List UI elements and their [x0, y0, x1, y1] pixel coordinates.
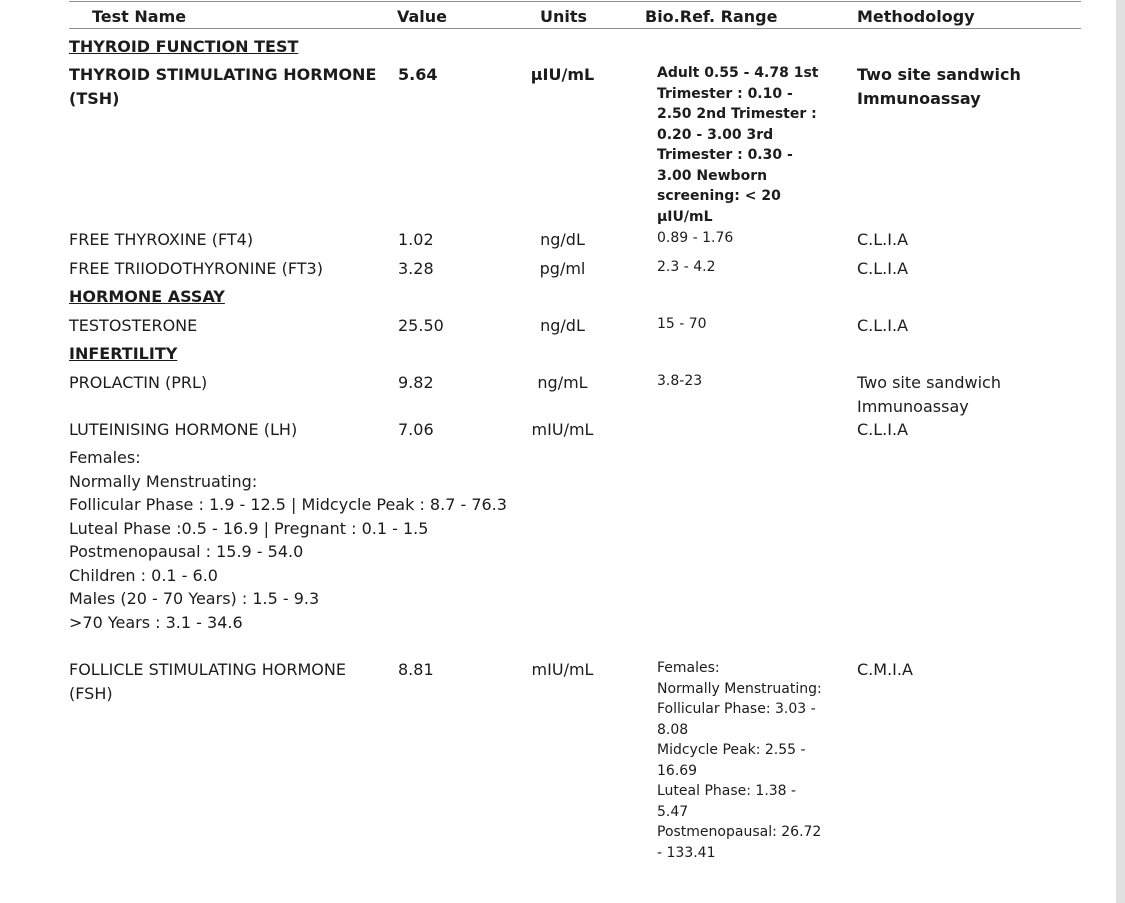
fsh-range-line: Normally Menstruating: [657, 680, 822, 697]
prl-name: PROLACTIN (PRL) [69, 373, 208, 392]
lh-note-line: Postmenopausal : 15.9 - 54.0 [69, 542, 304, 561]
tsh-range-line: 3.00 Newborn [657, 167, 768, 184]
ft4-units: ng/dL [540, 230, 585, 249]
header-test-name: Test Name [92, 7, 187, 26]
tsh-range-line: Trimester : 0.30 - [657, 147, 793, 163]
fsh-range-line: 8.08 [657, 721, 689, 738]
fsh-range-line: Luteal Phase: 1.38 - [657, 783, 797, 799]
header-rule [69, 28, 1081, 29]
ft3-name: FREE TRIIODOTHYRONINE (FT3) [69, 259, 323, 278]
fsh-units: mIU/mL [531, 660, 594, 679]
tsh-units: µIU/mL [530, 65, 595, 84]
fsh-range-line: Females: [657, 660, 720, 676]
vertical-scrollbar[interactable] [1116, 0, 1125, 903]
section-title-infertility: INFERTILITY [69, 344, 178, 363]
prl-method-line-1: Two site sandwich [857, 373, 1001, 392]
lh-value: 7.06 [398, 420, 434, 439]
lh-note-line: Males (20 - 70 Years) : 1.5 - 9.3 [69, 589, 320, 608]
fsh-method: C.M.I.A [857, 660, 913, 679]
tsh-name-line-1: THYROID STIMULATING HORMONE [69, 65, 377, 84]
tsh-method-line-1: Two site sandwich [857, 65, 1021, 84]
ft4-range: 0.89 - 1.76 [657, 230, 734, 246]
lh-note-line: >70 Years : 3.1 - 34.6 [69, 612, 243, 632]
fsh-range-line: - 133.41 [657, 844, 716, 861]
tsh-range-line: screening: < 20 [657, 188, 781, 204]
testosterone-method: C.L.I.A [857, 316, 909, 335]
fsh-value: 8.81 [398, 660, 434, 679]
fsh-range-line: 5.47 [657, 803, 689, 820]
ft4-method: C.L.I.A [857, 230, 909, 249]
prl-range: 3.8-23 [657, 373, 703, 389]
ft4-name: FREE THYROXINE (FT4) [69, 230, 254, 249]
top-rule [69, 1, 1081, 2]
fsh-range-line: Postmenopausal: 26.72 [657, 824, 822, 840]
lh-note-line: Females: [69, 448, 141, 467]
prl-units: ng/mL [537, 373, 588, 392]
fsh-range-line: Midcycle Peak: 2.55 - [657, 742, 806, 758]
testosterone-name: TESTOSTERONE [69, 316, 198, 335]
tsh-value: 5.64 [398, 65, 438, 84]
lh-note-line: Follicular Phase : 1.9 - 12.5 | Midcycle Peak : 8.7 - 76.3 [69, 495, 507, 514]
ft3-units: pg/ml [539, 259, 586, 278]
header-value: Value [397, 7, 448, 26]
tsh-range-line: 2.50 2nd Trimester : [657, 106, 817, 122]
lh-note-line: Children : 0.1 - 6.0 [69, 565, 218, 585]
fsh-range-line: 16.69 [657, 762, 698, 779]
ft3-range: 2.3 - 4.2 [657, 259, 716, 275]
lh-units: mIU/mL [531, 420, 594, 439]
section-title-thyroid: THYROID FUNCTION TEST [69, 37, 299, 56]
section-title-hormone-assay: HORMONE ASSAY [69, 287, 225, 306]
header-methodology: Methodology [857, 7, 975, 26]
testosterone-range: 15 - 70 [657, 316, 707, 332]
lh-name: LUTEINISING HORMONE (LH) [69, 420, 298, 439]
ft3-value: 3.28 [398, 259, 434, 278]
header-units: Units [540, 7, 588, 26]
tsh-range-line: µIU/mL [657, 208, 713, 225]
prl-value: 9.82 [398, 373, 434, 392]
lh-method: C.L.I.A [857, 420, 909, 439]
lh-note-line: Luteal Phase :0.5 - 16.9 | Pregnant : 0.1 - 1.5 [69, 518, 429, 538]
header-ref-range: Bio.Ref. Range [645, 7, 778, 26]
ft4-value: 1.02 [398, 230, 434, 249]
lh-note-line: Normally Menstruating: [69, 471, 258, 491]
fsh-range-line: Follicular Phase: 3.03 - [657, 701, 816, 717]
tsh-range-line: 0.20 - 3.00 3rd [657, 126, 774, 143]
ft3-method: C.L.I.A [857, 259, 909, 278]
tsh-range-line: Adult 0.55 - 4.78 1st [657, 65, 819, 81]
tsh-range-line: Trimester : 0.10 - [657, 85, 793, 102]
fsh-name-line-1: FOLLICLE STIMULATING HORMONE [69, 660, 346, 679]
tsh-name-line-2: (TSH) [69, 89, 120, 108]
testosterone-units: ng/dL [540, 316, 585, 335]
fsh-name-line-2: (FSH) [69, 684, 113, 703]
testosterone-value: 25.50 [398, 316, 444, 335]
prl-method-line-2: Immunoassay [857, 397, 969, 416]
tsh-method-line-2: Immunoassay [857, 89, 981, 108]
